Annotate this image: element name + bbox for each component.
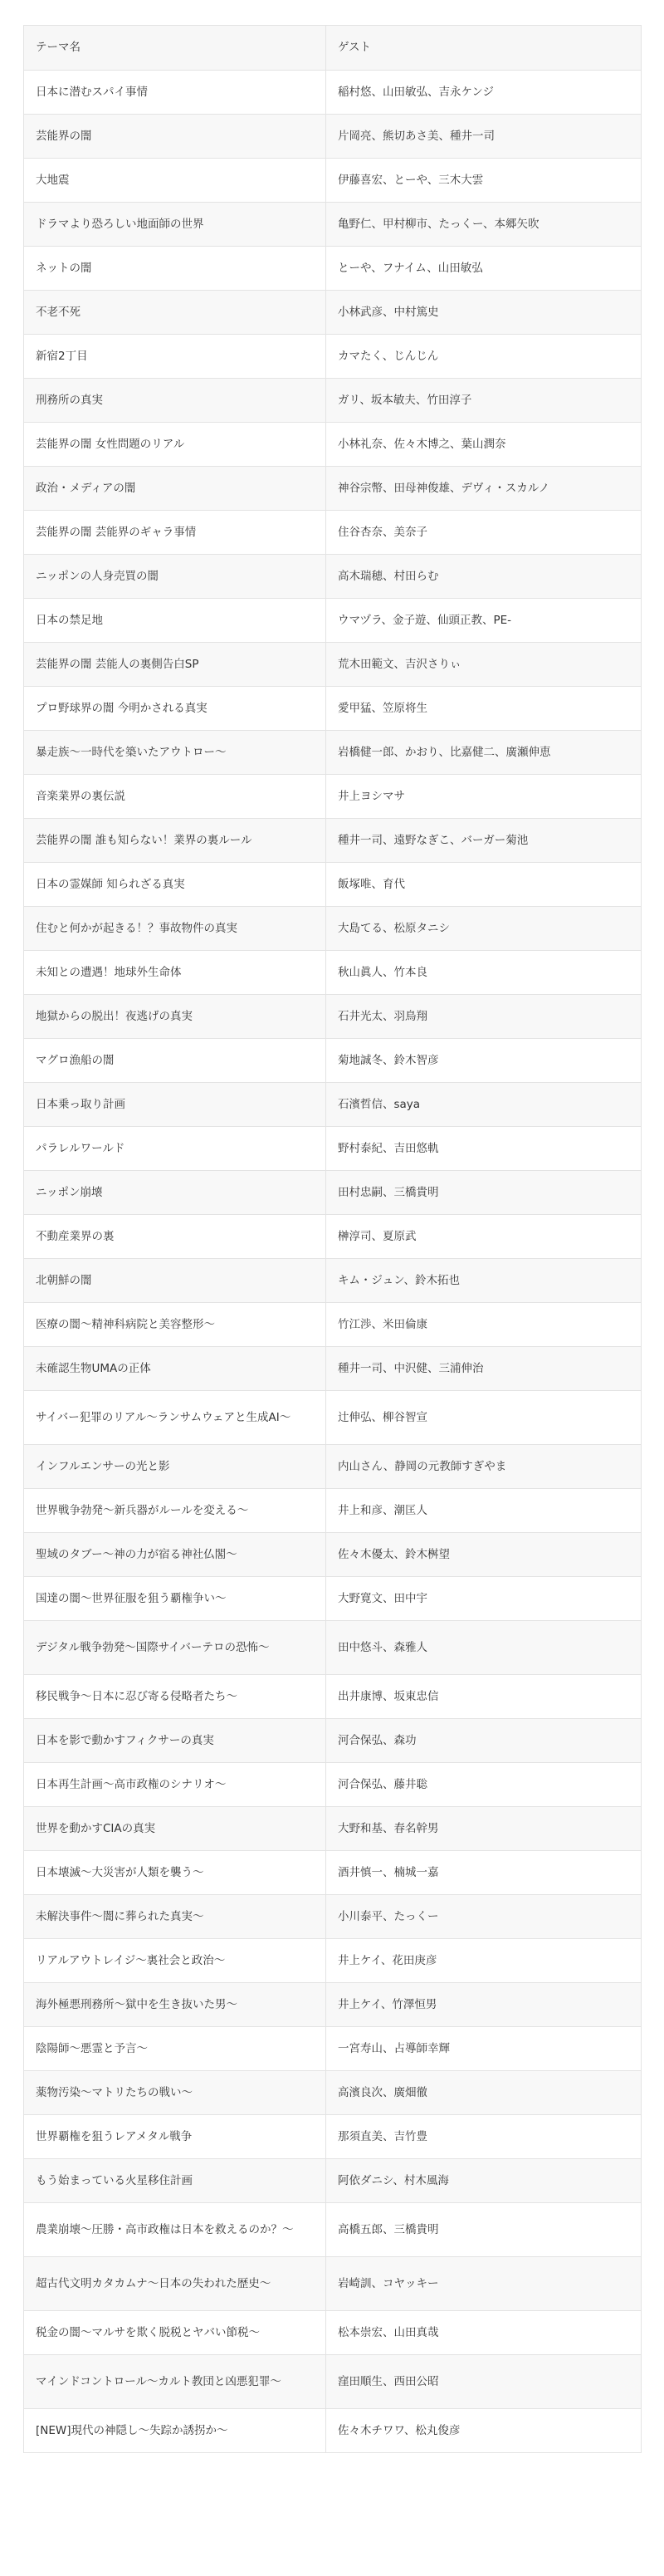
table-row	[24, 1083, 642, 1127]
theme-cell: リアルアウトレイジ〜裏社会と政治〜	[24, 1939, 326, 1983]
guest-cell: 片岡亮、熊切あさ美、種井一司	[326, 115, 642, 159]
guest-cell: 榊淳司、夏原武	[326, 1215, 642, 1259]
guest-cell: 河合保弘、森功	[326, 1719, 642, 1763]
theme-cell: 日本再生計画〜高市政権のシナリオ〜	[24, 1763, 326, 1807]
theme-cell: 大地震	[24, 159, 326, 203]
table-body	[24, 71, 642, 2453]
guest-cell: 菊地誠冬、鈴木智彦	[326, 1039, 642, 1083]
guest-cell: 高木瑞穂、村田らむ	[326, 555, 642, 599]
table-row	[24, 1719, 642, 1763]
theme-cell: 日本に潜むスパイ事情	[24, 71, 326, 115]
guest-cell: 那須直美、吉竹豊	[326, 2115, 642, 2159]
guest-cell: ウマヅラ、金子遊、仙頭正教、PE-	[326, 599, 642, 643]
guest-cell: 高橋五郎、三橋貴明	[326, 2203, 642, 2257]
guest-cell: 井上ケイ、花田庚彦	[326, 1939, 642, 1983]
table-row	[24, 2311, 642, 2355]
theme-cell: 税金の闇〜マルサを欺く脱税とヤバい節税〜	[24, 2311, 326, 2355]
table-row	[24, 599, 642, 643]
theme-cell: パラレルワールド	[24, 1127, 326, 1171]
theme-cell: 日本を影で動かすフィクサーの真実	[24, 1719, 326, 1763]
guest-cell: 辻伸弘、柳谷智宣	[326, 1391, 642, 1445]
theme-cell: 住むと何かが起きる！？事故物件の真実	[24, 907, 326, 951]
table-row	[24, 863, 642, 907]
theme-cell: [NEW]現代の神隠し〜失踪か誘拐か〜	[24, 2409, 326, 2453]
table-row	[24, 2257, 642, 2311]
guest-cell: 伊藤喜宏、とーや、三木大雲	[326, 159, 642, 203]
table-row	[24, 379, 642, 423]
guest-cell: 高濱良次、廣畑徹	[326, 2071, 642, 2115]
table-row	[24, 511, 642, 555]
guest-cell: 小林礼奈、佐々木博之、葉山潤奈	[326, 423, 642, 467]
guest-cell: 石濱哲信、saya	[326, 1083, 642, 1127]
theme-cell: 未知との遭遇！地球外生命体	[24, 951, 326, 995]
table-row	[24, 2071, 642, 2115]
table-row	[24, 1533, 642, 1577]
theme-cell: ネットの闇	[24, 247, 326, 291]
guest-cell: 大野寛文、田中宇	[326, 1577, 642, 1621]
theme-cell: 日本の禁足地	[24, 599, 326, 643]
guest-cell: 岩崎訓、コヤッキー	[326, 2257, 642, 2311]
table-row	[24, 2115, 642, 2159]
table-row	[24, 2355, 642, 2409]
theme-cell: 日本の霊媒師 知られざる真実	[24, 863, 326, 907]
table-row	[24, 1039, 642, 1083]
theme-cell: 未確認生物UMAの正体	[24, 1347, 326, 1391]
guest-cell: 亀野仁、甲村柳市、たっくー、本郷矢吹	[326, 203, 642, 247]
theme-cell: 日本乗っ取り計画	[24, 1083, 326, 1127]
guest-cell: 阿依ダニシ、村木風海	[326, 2159, 642, 2203]
theme-cell: 移民戦争〜日本に忍び寄る侵略者たち〜	[24, 1675, 326, 1719]
guest-cell: 出井康博、坂東忠信	[326, 1675, 642, 1719]
table-row	[24, 467, 642, 511]
table-row	[24, 819, 642, 863]
table-row	[24, 423, 642, 467]
theme-cell: 北朝鮮の闇	[24, 1259, 326, 1303]
guest-cell: 愛甲猛、笠原将生	[326, 687, 642, 731]
guest-cell: 佐々木チワワ、松丸俊彦	[326, 2409, 642, 2453]
theme-cell: 世界戦争勃発〜新兵器がルールを変える〜	[24, 1489, 326, 1533]
guest-cell: 佐々木優太、鈴木桝望	[326, 1533, 642, 1577]
theme-cell: 芸能界の闇 誰も知らない！業界の裏ルール	[24, 819, 326, 863]
theme-cell: 新宿2丁目	[24, 335, 326, 379]
theme-cell: 暴走族〜一時代を築いたアウトロー〜	[24, 731, 326, 775]
guest-cell: 酒井慎一、楠城一嘉	[326, 1851, 642, 1895]
guest-cell: 大野和基、春名幹男	[326, 1807, 642, 1851]
theme-cell: 日本壊滅〜大災害が人類を襲う〜	[24, 1851, 326, 1895]
theme-cell: ニッポンの人身売買の闇	[24, 555, 326, 599]
table-row	[24, 1171, 642, 1215]
theme-cell: 世界覇権を狙うレアメタル戦争	[24, 2115, 326, 2159]
table-row	[24, 2027, 642, 2071]
table-row	[24, 1807, 642, 1851]
table-row	[24, 1259, 642, 1303]
guest-cell: 内山さん、静岡の元教師すぎやま	[326, 1445, 642, 1489]
guest-cell: 岩橋健一郎、かおり、比嘉健二、廣瀬伸恵	[326, 731, 642, 775]
theme-cell: 芸能界の闇 女性問題のリアル	[24, 423, 326, 467]
table-row	[24, 159, 642, 203]
table-row	[24, 335, 642, 379]
table-row	[24, 2159, 642, 2203]
guest-cell: 飯塚唯、育代	[326, 863, 642, 907]
guest-cell: キム・ジュン、鈴木拓也	[326, 1259, 642, 1303]
theme-cell: 国達の闇〜世界征服を狙う覇権争い〜	[24, 1577, 326, 1621]
theme-cell: 地獄からの脱出！夜逃げの真実	[24, 995, 326, 1039]
guest-cell: 一宮寿山、占導師幸輝	[326, 2027, 642, 2071]
guest-cell: 野村泰紀、吉田悠軌	[326, 1127, 642, 1171]
theme-cell: 薬物汚染〜マトリたちの戦い〜	[24, 2071, 326, 2115]
table-row	[24, 2409, 642, 2453]
guest-cell: 井上和彦、潮匡人	[326, 1489, 642, 1533]
table-row	[24, 1391, 642, 1445]
table-row	[24, 555, 642, 599]
theme-cell: 不動産業界の裏	[24, 1215, 326, 1259]
guest-cell: 住谷杏奈、美奈子	[326, 511, 642, 555]
theme-cell: マインドコントロール〜カルト教団と凶悪犯罪〜	[24, 2355, 326, 2409]
table-header-row	[24, 26, 642, 71]
table-row	[24, 951, 642, 995]
theme-cell: 医療の闇〜精神科病院と美容整形〜	[24, 1303, 326, 1347]
guest-cell: 稲村悠、山田敏弘、吉永ケンジ	[326, 71, 642, 115]
guest-cell: 田中悠斗、森雅人	[326, 1621, 642, 1675]
guest-cell: とーや、フナイム、山田敏弘	[326, 247, 642, 291]
table-row	[24, 71, 642, 115]
theme-cell: デジタル戦争勃発〜国際サイバーテロの恐怖〜	[24, 1621, 326, 1675]
theme-cell: プロ野球界の闇 今明かされる真実	[24, 687, 326, 731]
guest-cell: 種井一司、遠野なぎこ、バーガー菊池	[326, 819, 642, 863]
guest-cell: 窪田順生、西田公昭	[326, 2355, 642, 2409]
table-row	[24, 1851, 642, 1895]
guest-cell: 荒木田範文、吉沢さりぃ	[326, 643, 642, 687]
table-row	[24, 1895, 642, 1939]
guest-cell: 松本崇宏、山田真哉	[326, 2311, 642, 2355]
guest-table-container	[23, 25, 641, 2453]
theme-cell: インフルエンサーの光と影	[24, 1445, 326, 1489]
table-row	[24, 1675, 642, 1719]
guest-cell: 河合保弘、藤井聡	[326, 1763, 642, 1807]
table-row	[24, 687, 642, 731]
table-row	[24, 731, 642, 775]
theme-cell: 未解決事件〜闇に葬られた真実〜	[24, 1895, 326, 1939]
theme-cell: 音楽業界の裏伝説	[24, 775, 326, 819]
theme-cell: 不老不死	[24, 291, 326, 335]
table-row	[24, 1347, 642, 1391]
theme-cell: 芸能界の闇 芸能界のギャラ事情	[24, 511, 326, 555]
theme-cell: 芸能界の闇	[24, 115, 326, 159]
theme-cell: 政治・メディアの闇	[24, 467, 326, 511]
table-row	[24, 1489, 642, 1533]
table-row	[24, 2203, 642, 2257]
guest-table	[23, 25, 642, 2453]
table-row	[24, 1303, 642, 1347]
table-row	[24, 1577, 642, 1621]
theme-cell: 陰陽師〜悪霊と予言〜	[24, 2027, 326, 2071]
guest-cell: 田村忠嗣、三橋貴明	[326, 1171, 642, 1215]
guest-cell: カマたく、じんじん	[326, 335, 642, 379]
guest-cell: 竹江渉、米田倫康	[326, 1303, 642, 1347]
guest-cell: 小林武彦、中村篤史	[326, 291, 642, 335]
guest-cell: 秋山眞人、竹本良	[326, 951, 642, 995]
theme-cell: 農業崩壊〜圧勝・高市政権は日本を救えるのか？〜	[24, 2203, 326, 2257]
theme-cell: 刑務所の真実	[24, 379, 326, 423]
guest-cell: 石井光太、羽鳥翔	[326, 995, 642, 1039]
header-guest: ゲスト	[326, 26, 642, 71]
table-row	[24, 775, 642, 819]
table-row	[24, 907, 642, 951]
guest-cell: ガリ、坂本敏夫、竹田淳子	[326, 379, 642, 423]
guest-cell: 神谷宗幣、田母神俊雄、デヴィ・スカルノ	[326, 467, 642, 511]
table-row	[24, 1127, 642, 1171]
theme-cell: 芸能界の闇 芸能人の裏側告白SP	[24, 643, 326, 687]
table-row	[24, 1983, 642, 2027]
theme-cell: ドラマより恐ろしい地面師の世界	[24, 203, 326, 247]
guest-cell: 井上ヨシマサ	[326, 775, 642, 819]
theme-cell: 超古代文明カタカムナ〜日本の失われた歴史〜	[24, 2257, 326, 2311]
table-row	[24, 643, 642, 687]
theme-cell: 聖域のタブー〜神の力が宿る神社仏閣〜	[24, 1533, 326, 1577]
theme-cell: ニッポン崩壊	[24, 1171, 326, 1215]
table-row	[24, 995, 642, 1039]
theme-cell: サイバー犯罪のリアル〜ランサムウェアと生成AI〜	[24, 1391, 326, 1445]
guest-cell: 井上ケイ、竹澤恒男	[326, 1983, 642, 2027]
header-theme: テーマ名	[24, 26, 326, 71]
theme-cell: 世界を動かすCIAの真実	[24, 1807, 326, 1851]
table-row	[24, 1939, 642, 1983]
theme-cell: もう始まっている火星移住計画	[24, 2159, 326, 2203]
table-row	[24, 247, 642, 291]
theme-cell: マグロ漁船の闇	[24, 1039, 326, 1083]
table-row	[24, 1763, 642, 1807]
table-row	[24, 115, 642, 159]
guest-cell: 種井一司、中沢健、三浦伸治	[326, 1347, 642, 1391]
table-row	[24, 1215, 642, 1259]
guest-cell: 大島てる、松原タニシ	[326, 907, 642, 951]
table-row	[24, 203, 642, 247]
table-row	[24, 1445, 642, 1489]
guest-cell: 小川泰平、たっくー	[326, 1895, 642, 1939]
table-row	[24, 1621, 642, 1675]
table-row	[24, 291, 642, 335]
theme-cell: 海外極悪刑務所〜獄中を生き抜いた男〜	[24, 1983, 326, 2027]
